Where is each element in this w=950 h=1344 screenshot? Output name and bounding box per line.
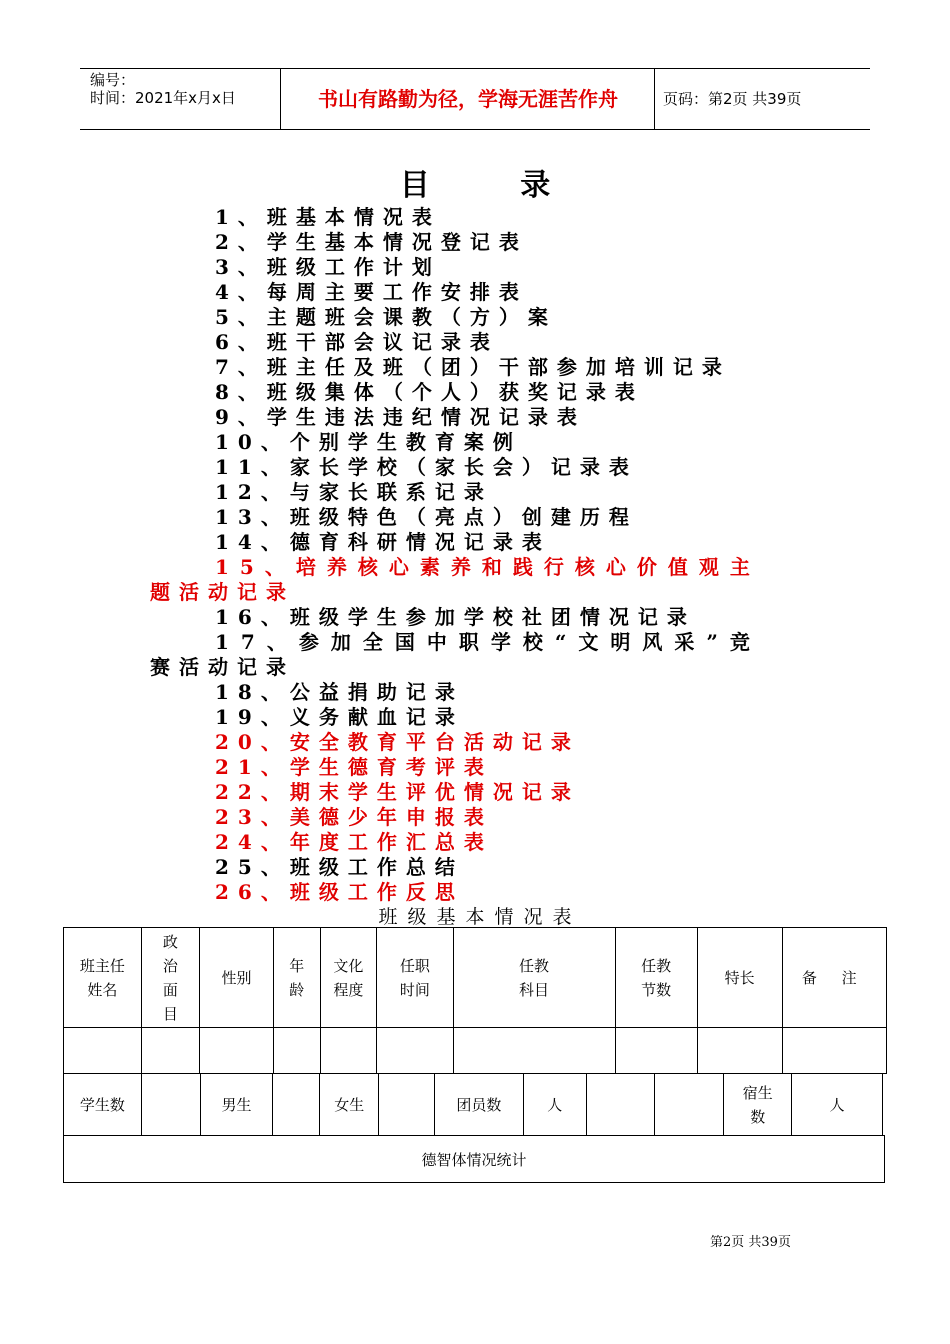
- motto: 书山有路勤为径，学海无涯苦作舟: [318, 87, 618, 111]
- table-header-row: [64, 928, 887, 1028]
- toc-item-highlight: 22、期末学生评优情况记录: [215, 780, 580, 804]
- number-label: 编号：: [90, 71, 136, 89]
- table-cell[interactable]: [615, 1028, 697, 1074]
- teacher-info-table: [63, 927, 887, 1074]
- toc-item: 16、班级学生参加学校社团情况记录: [215, 605, 696, 629]
- table-cell[interactable]: [141, 1028, 199, 1074]
- table-cell[interactable]: [379, 1074, 435, 1136]
- table-cell[interactable]: [655, 1074, 724, 1136]
- dorm-label: 宿生数: [724, 1074, 792, 1136]
- toc-item-highlight: 23、美德少年申报表: [215, 805, 493, 829]
- toc-item: 10、个别学生教育案例: [215, 430, 522, 454]
- table-cell[interactable]: [274, 1028, 321, 1074]
- stats-table: [63, 1135, 885, 1183]
- page-info: 页码：第2页 共39页: [663, 90, 802, 108]
- table-cell[interactable]: [64, 1028, 142, 1074]
- toc-item: 3、班级工作计划: [215, 255, 441, 279]
- toc-item: 18、公益捐助记录: [215, 680, 464, 704]
- header-cell: 年龄: [274, 928, 321, 1028]
- toc-item-continuation: 题活动记录: [150, 580, 295, 604]
- time-label: 时间：2021年x月x日: [90, 89, 236, 107]
- table-row: [64, 1074, 883, 1136]
- unit-label: 人: [523, 1074, 586, 1136]
- header-cell: 任教科目: [453, 928, 615, 1028]
- header-cell: 政治面目: [141, 928, 199, 1028]
- stats-header: 德智体情况统计: [64, 1136, 885, 1183]
- table-cell[interactable]: [141, 1074, 200, 1136]
- toc-title: 目 录: [399, 168, 591, 203]
- header-cell: 性别: [200, 928, 274, 1028]
- header-meta: [90, 71, 236, 107]
- header-cell: 备 注: [782, 928, 886, 1028]
- toc-item: 25、班级工作总结: [215, 855, 464, 879]
- toc-item: 5、主题班会课教（方）案: [215, 305, 557, 329]
- league-label: 团员数: [435, 1074, 524, 1136]
- table-cell[interactable]: [453, 1028, 615, 1074]
- toc-item: 9、学生违法违纪情况记录表: [215, 405, 586, 429]
- table-cell[interactable]: [377, 1028, 453, 1074]
- table-cell[interactable]: [320, 1028, 377, 1074]
- toc-item-highlight: 21、学生德育考评表: [215, 755, 493, 779]
- male-label: 男生: [200, 1074, 273, 1136]
- toc-item: 17、参加全国中职学校“文明风采”竞: [215, 630, 762, 654]
- unit-label: 人: [792, 1074, 883, 1136]
- toc-item-continuation: 赛活动记录: [150, 655, 295, 679]
- header-cell: 特长: [697, 928, 782, 1028]
- students-label: 学生数: [64, 1074, 142, 1136]
- table-row: [64, 1028, 887, 1074]
- student-count-table: [63, 1073, 883, 1136]
- toc-item: 2、学生基本情况登记表: [215, 230, 528, 254]
- toc-item: 19、义务献血记录: [215, 705, 464, 729]
- page-footer: 第2页 共39页: [710, 1235, 791, 1250]
- header-cell: 班主任姓名: [64, 928, 142, 1028]
- toc-item: 14、德育科研情况记录表: [215, 530, 551, 554]
- toc-item: 8、班级集体（个人）获奖记录表: [215, 380, 644, 404]
- table-cell[interactable]: [586, 1074, 655, 1136]
- female-label: 女生: [320, 1074, 379, 1136]
- page-header: [80, 68, 870, 130]
- toc-item-highlight: 15、培养核心素养和践行核心价值观主: [215, 555, 761, 579]
- toc-item: 6、班干部会议记录表: [215, 330, 499, 354]
- header-divider: [654, 69, 655, 129]
- header-cell: 文化程度: [320, 928, 377, 1028]
- table-cell[interactable]: [273, 1074, 320, 1136]
- table-title: 班级基本情况表: [378, 906, 582, 928]
- toc-item: 7、班主任及班（团）干部参加培训记录: [215, 355, 731, 379]
- toc-item: 11、家长学校（家长会）记录表: [215, 455, 638, 479]
- toc-item: 13、班级特色（亮点）创建历程: [215, 505, 638, 529]
- table-cell[interactable]: [200, 1028, 274, 1074]
- table-cell[interactable]: [697, 1028, 782, 1074]
- toc-item-highlight: 24、年度工作汇总表: [215, 830, 493, 854]
- toc-item-highlight: 20、安全教育平台活动记录: [215, 730, 580, 754]
- table-row: [64, 1136, 885, 1183]
- toc-item-highlight: 26、班级工作反思: [215, 880, 464, 904]
- toc-item: 1、班基本情况表: [215, 205, 441, 229]
- toc-item: 4、每周主要工作安排表: [215, 280, 528, 304]
- header-divider: [280, 69, 281, 129]
- table-cell[interactable]: [782, 1028, 886, 1074]
- header-cell: 任职时间: [377, 928, 453, 1028]
- toc-item: 12、与家长联系记录: [215, 480, 493, 504]
- header-cell: 任教节数: [615, 928, 697, 1028]
